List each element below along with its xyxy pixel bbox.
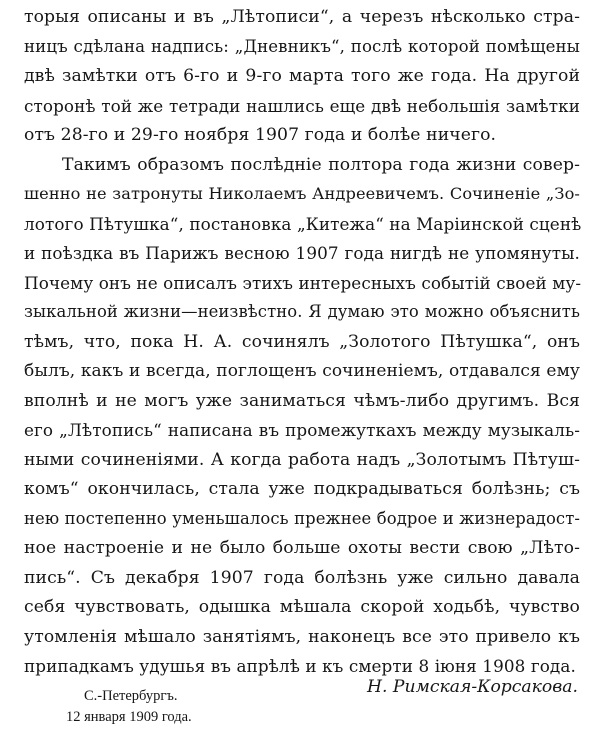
text-line: отъ 28-го и 29-го ноября 1907 года и болѣе ничего. [24,125,497,145]
text-line: Такимъ образомъ послѣдніе полтора года жизни совер- [62,154,580,175]
text-line: нею постепенно уменьшалось прежнее бодрое и жизнерадост- [24,508,580,528]
text-line: пись“. Съ декабря 1907 года болѣзнь уже сильно давала [24,567,580,588]
text-line: двѣ замѣтки отъ 6-го и 9-го марта того же года. На другой [24,66,580,86]
text-line: Почему онъ не описалъ этихъ интересныхъ событій своей му- [24,272,582,293]
text-line: вполнѣ и не могъ уже заниматься чѣмъ-либо другимъ. Вся [24,390,580,411]
text-line: тѣмъ, что, пока Н. А. сочинялъ „Золотого Пѣтушка“, онъ [24,331,580,352]
text-line: былъ, какъ и всегда, поглощенъ сочиненіемъ, отдавался ему [24,361,580,381]
text-line: и поѣздка въ Парижъ весною 1907 года нигдѣ не упомянуты. [24,243,580,263]
text-line: утомленія мѣшало занятіямъ, наконецъ все это привело къ [24,626,580,647]
text-line: комъ“ окончилась, стала уже подкрадываться болѣзнь; съ [24,479,580,499]
text-line: сторонѣ той же тетради нашлись еще двѣ небольшія замѣтки [24,95,580,116]
text-line: себя чувствовать, одышка мѣшала скорой ходьбѣ, чувство [24,597,580,617]
text-line: ными сочиненіями. А когда работа надъ „Золотымъ Пѣтуш- [24,449,580,470]
date-of-writing: 12 января 1909 года. [66,709,192,725]
text-line: шенно не затронуты Николаемъ Андреевичемъ. Сочиненіе „Зо- [24,184,580,203]
text-line: зыкальной жизни—неизвѣстно. Я думаю это можно объяснить [24,302,580,321]
text-line: торыя описаны и въ „Лѣтописи“, а черезъ нѣсколько стра- [24,7,580,27]
text-line: припадкамъ удушья въ апрѣлѣ и къ смерти 8 іюня 1908 года. [24,656,576,676]
author-signature: Н. Римская-Корсакова. [367,677,578,697]
place-of-writing: С.-Петербургъ. [84,688,178,704]
text-line: лотого Пѣтушка“, постановка „Китежа“ на Маріинской сценѣ [24,213,582,234]
text-line: его „Лѣтопись“ написана въ промежуткахъ между музыкаль- [24,420,580,440]
text-line: ницъ сдѣлана надпись: „Дневникъ“, послѣ которой помѣщены [24,36,580,56]
text-line: ное настроеніе и не было больше охоты вести свою „Лѣто- [24,538,580,558]
